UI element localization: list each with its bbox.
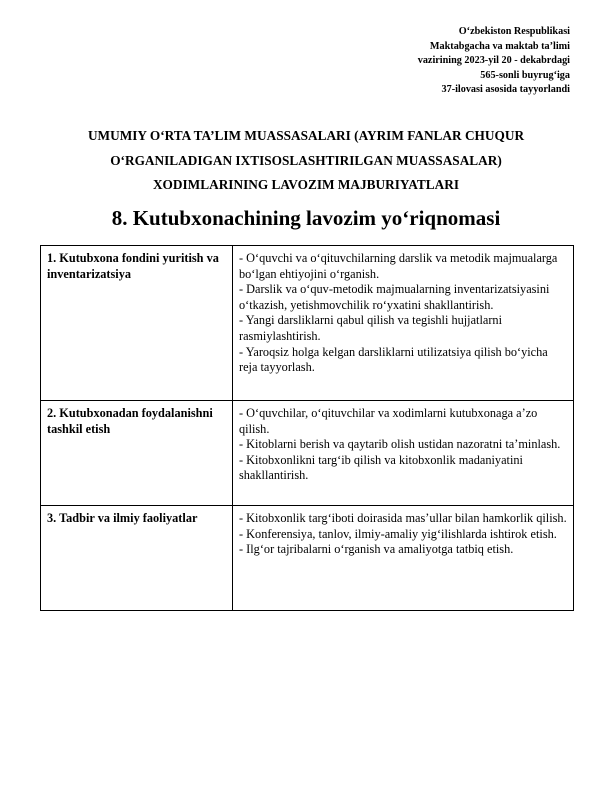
duty-tasks-cell xyxy=(233,246,574,401)
duty-tasks-cell xyxy=(233,401,574,506)
approval-note-line: 565-sonli buyrug‘iga xyxy=(480,69,570,81)
approval-note-line: Maktabgacha va maktab ta’limi xyxy=(429,40,570,52)
duty-tasks-cell xyxy=(233,506,574,611)
approval-note-line: O‘zbekiston Respublikasi xyxy=(458,26,570,37)
duties-table xyxy=(40,245,574,611)
document-title-line: XODIMLARINING LAVOZIM MAJBURIYATLARI xyxy=(152,177,460,192)
table-row xyxy=(41,246,574,401)
task-item: - Darslik va o‘quv-metodik majmualarning inventarizatsiyasini o‘tkazish, yetishmovchilik ro‘yxatini shakllantirish. xyxy=(239,282,550,312)
task-item: - O‘quvchi va o‘qituvchilarning darslik va metodik majmualarga bo‘lgan ehtiyojini o‘rganish. xyxy=(239,251,558,281)
task-item: - Kitobxonlik targ‘iboti doirasida mas’ullar bilan hamkorlik qilish. xyxy=(239,511,567,525)
document-title-line: O‘RGANILADIGAN IXTISOSLASHTIRILGAN MUASSASALAR) xyxy=(110,152,502,168)
duty-area-cell: 1. Kutubxona fondini yuritish va inventarizatsiya xyxy=(41,246,233,401)
table-row xyxy=(41,401,574,506)
duty-area-cell: 2. Kutubxonadan foydalanishni tashkil etish xyxy=(41,401,233,506)
document-title-line: UMUMIY O‘RTA TA’LIM MUASSASALARI (AYRIM FANLAR CHUQUR xyxy=(87,128,525,143)
approval-note xyxy=(418,25,570,98)
duty-area-cell: 3. Tadbir va ilmiy faoliyatlar xyxy=(41,506,233,611)
task-item: - Konferensiya, tanlov, ilmiy-amaliy yig‘ilishlarda ishtirok etish. xyxy=(239,526,557,541)
task-item: - Yangi darsliklarni qabul qilish va tegishli hujjatlarni rasmiylashtirish. xyxy=(239,313,502,343)
document-title xyxy=(0,124,612,198)
approval-note-line: vazirining 2023-yil 20 - dekabrdagi xyxy=(417,55,570,66)
task-item: - Kitobxonlikni targ‘ib qilish va kitobxonlik madaniyatini shakllantirish. xyxy=(239,452,523,483)
section-title: 8. Kutubxonachining lavozim yo‘riqnomasi xyxy=(111,206,501,230)
task-item: - Kitoblarni berish va qaytarib olish ustidan nazoratni ta’minlash. xyxy=(239,437,561,452)
table-row xyxy=(41,506,574,611)
task-item: - O‘quvchilar, o‘qituvchilar va xodimlarni kutubxonaga a’zo qilish. xyxy=(239,406,538,436)
task-item: - Yaroqsiz holga kelgan darsliklarni utilizatsiya qilish bo‘yicha reja tayyorlash. xyxy=(239,344,548,375)
task-item: - Ilg‘or tajribalarni o‘rganish va amaliyotga tatbiq etish. xyxy=(239,542,514,557)
approval-note-line: 37-ilovasi asosida tayyorlandi xyxy=(441,84,570,95)
